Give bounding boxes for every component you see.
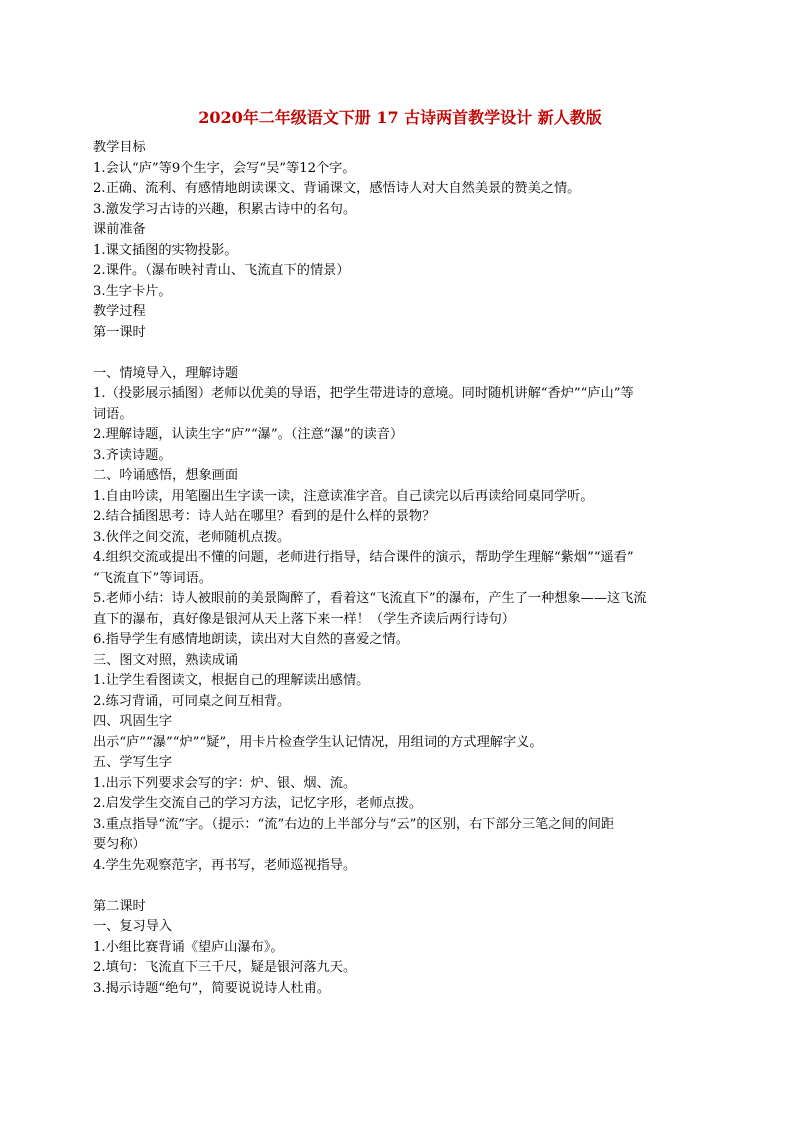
text-line: 2.结合插图思考：诗人站在哪里？看到的是什么样的景物？ [93,509,436,524]
text-line: 3.重点指导“流”字。（提示：“流”右边的上半部分与“云”的区别，右下部分三笔之间的间距 [93,816,615,832]
step-heading: 三、图文对照，熟读成诵 [93,652,239,668]
text-line: 1.出示下列要求会写的字：炉、银、烟、流。 [93,775,357,791]
text-line: 2.填句：飞流直下三千尺，疑是银河落九天。 [93,960,357,975]
text-line: 要匀称） [93,837,146,852]
text-line: 2.课件。（瀑布映衬青山、飞流直下的情景） [93,263,350,278]
section-heading-preparation: 课前准备 [93,222,146,237]
step-heading: 二、吟诵感悟，想象画面 [93,468,239,483]
text-line: 3.齐读诗题。 [93,447,172,463]
text-line: 4.学生先观察范字，再书写，老师巡视指导。 [93,857,357,873]
text-line: 出示“庐”“瀑”“炉”“疑”，用卡片检查学生认记情况，用组词的方式理解字义。 [93,734,543,750]
blank-line [93,343,721,364]
text-line: 1.课文插图的实物投影。 [93,242,238,258]
text-line: 1.会认“庐”等9个生字，会写“吴”等12个字。 [93,160,356,176]
step-heading: 四、巩固生字 [93,714,173,729]
text-line: 4.组织交流或提出不懂的问题，老师进行指导，结合课件的演示，帮助学生理解“紫烟”“遥看” [93,550,634,565]
text-line: 2.正确、流利、有感情地朗读课文、背诵课文，感悟诗人对大自然美景的赞美之情。 [93,181,581,196]
text-line: 2.练习背诵，可同桌之间互相背。 [93,693,291,709]
lesson-heading-first: 第一课时 [93,324,146,340]
step-heading: 一、复习导入 [93,919,173,934]
text-line: 1.自由吟读，用笔圈出生字读一读，注意读准字音。自己读完以后再读给同桌同学听。 [93,488,594,504]
text-line: 5.老师小结：诗人被眼前的美景陶醉了，看着这“飞流直下”的瀑布，产生了一种想象——这飞流 [93,591,647,606]
text-line: 3.揭示诗题“绝句”，简要说说诗人杜甫。 [93,980,331,996]
text-line: 1.小组比赛背诵《望庐山瀑布》。 [93,939,284,955]
text-line: 3.生字卡片。 [93,283,172,299]
document-title: 2020年二年级语文下册 17 古诗两首教学设计 新人教版 [198,108,602,127]
blank-line [93,876,721,897]
section-heading-objectives: 教学目标 [93,140,146,155]
text-line: 3.激发学习古诗的兴趣，积累古诗中的名句。 [93,201,357,217]
text-line: 6.指导学生有感情地朗读，读出对大自然的喜爱之情。 [93,632,409,647]
step-heading: 一、情境导入，理解诗题 [93,365,239,381]
text-line: 词语。 [93,406,133,422]
text-line: “飞流直下”等词语。 [93,570,212,586]
step-heading: 五、学写生字 [93,755,173,770]
text-line: 2.理解诗题，认读生字“庐”“瀑”。（注意“瀑”的读音） [93,427,404,442]
text-line: 2.启发学生交流自己的学习方法，记忆字形，老师点拨。 [93,796,423,811]
text-line: 1.（投影展示插图）老师以优美的导语，把学生带进诗的意境。同时随机讲解“香炉”“庐山”等 [93,386,634,401]
text-line: 1.让学生看图读文，根据自己的理解读出感情。 [93,673,370,688]
lesson-heading-second: 第二课时 [93,898,146,914]
text-line: 3.伙伴之间交流，老师随机点拨。 [93,529,291,545]
text-line: 直下的瀑布，真好像是银河从天上落下来一样！（学生齐读后两行诗句） [93,611,515,627]
section-heading-process: 教学过程 [93,304,146,319]
document-body [93,138,721,999]
